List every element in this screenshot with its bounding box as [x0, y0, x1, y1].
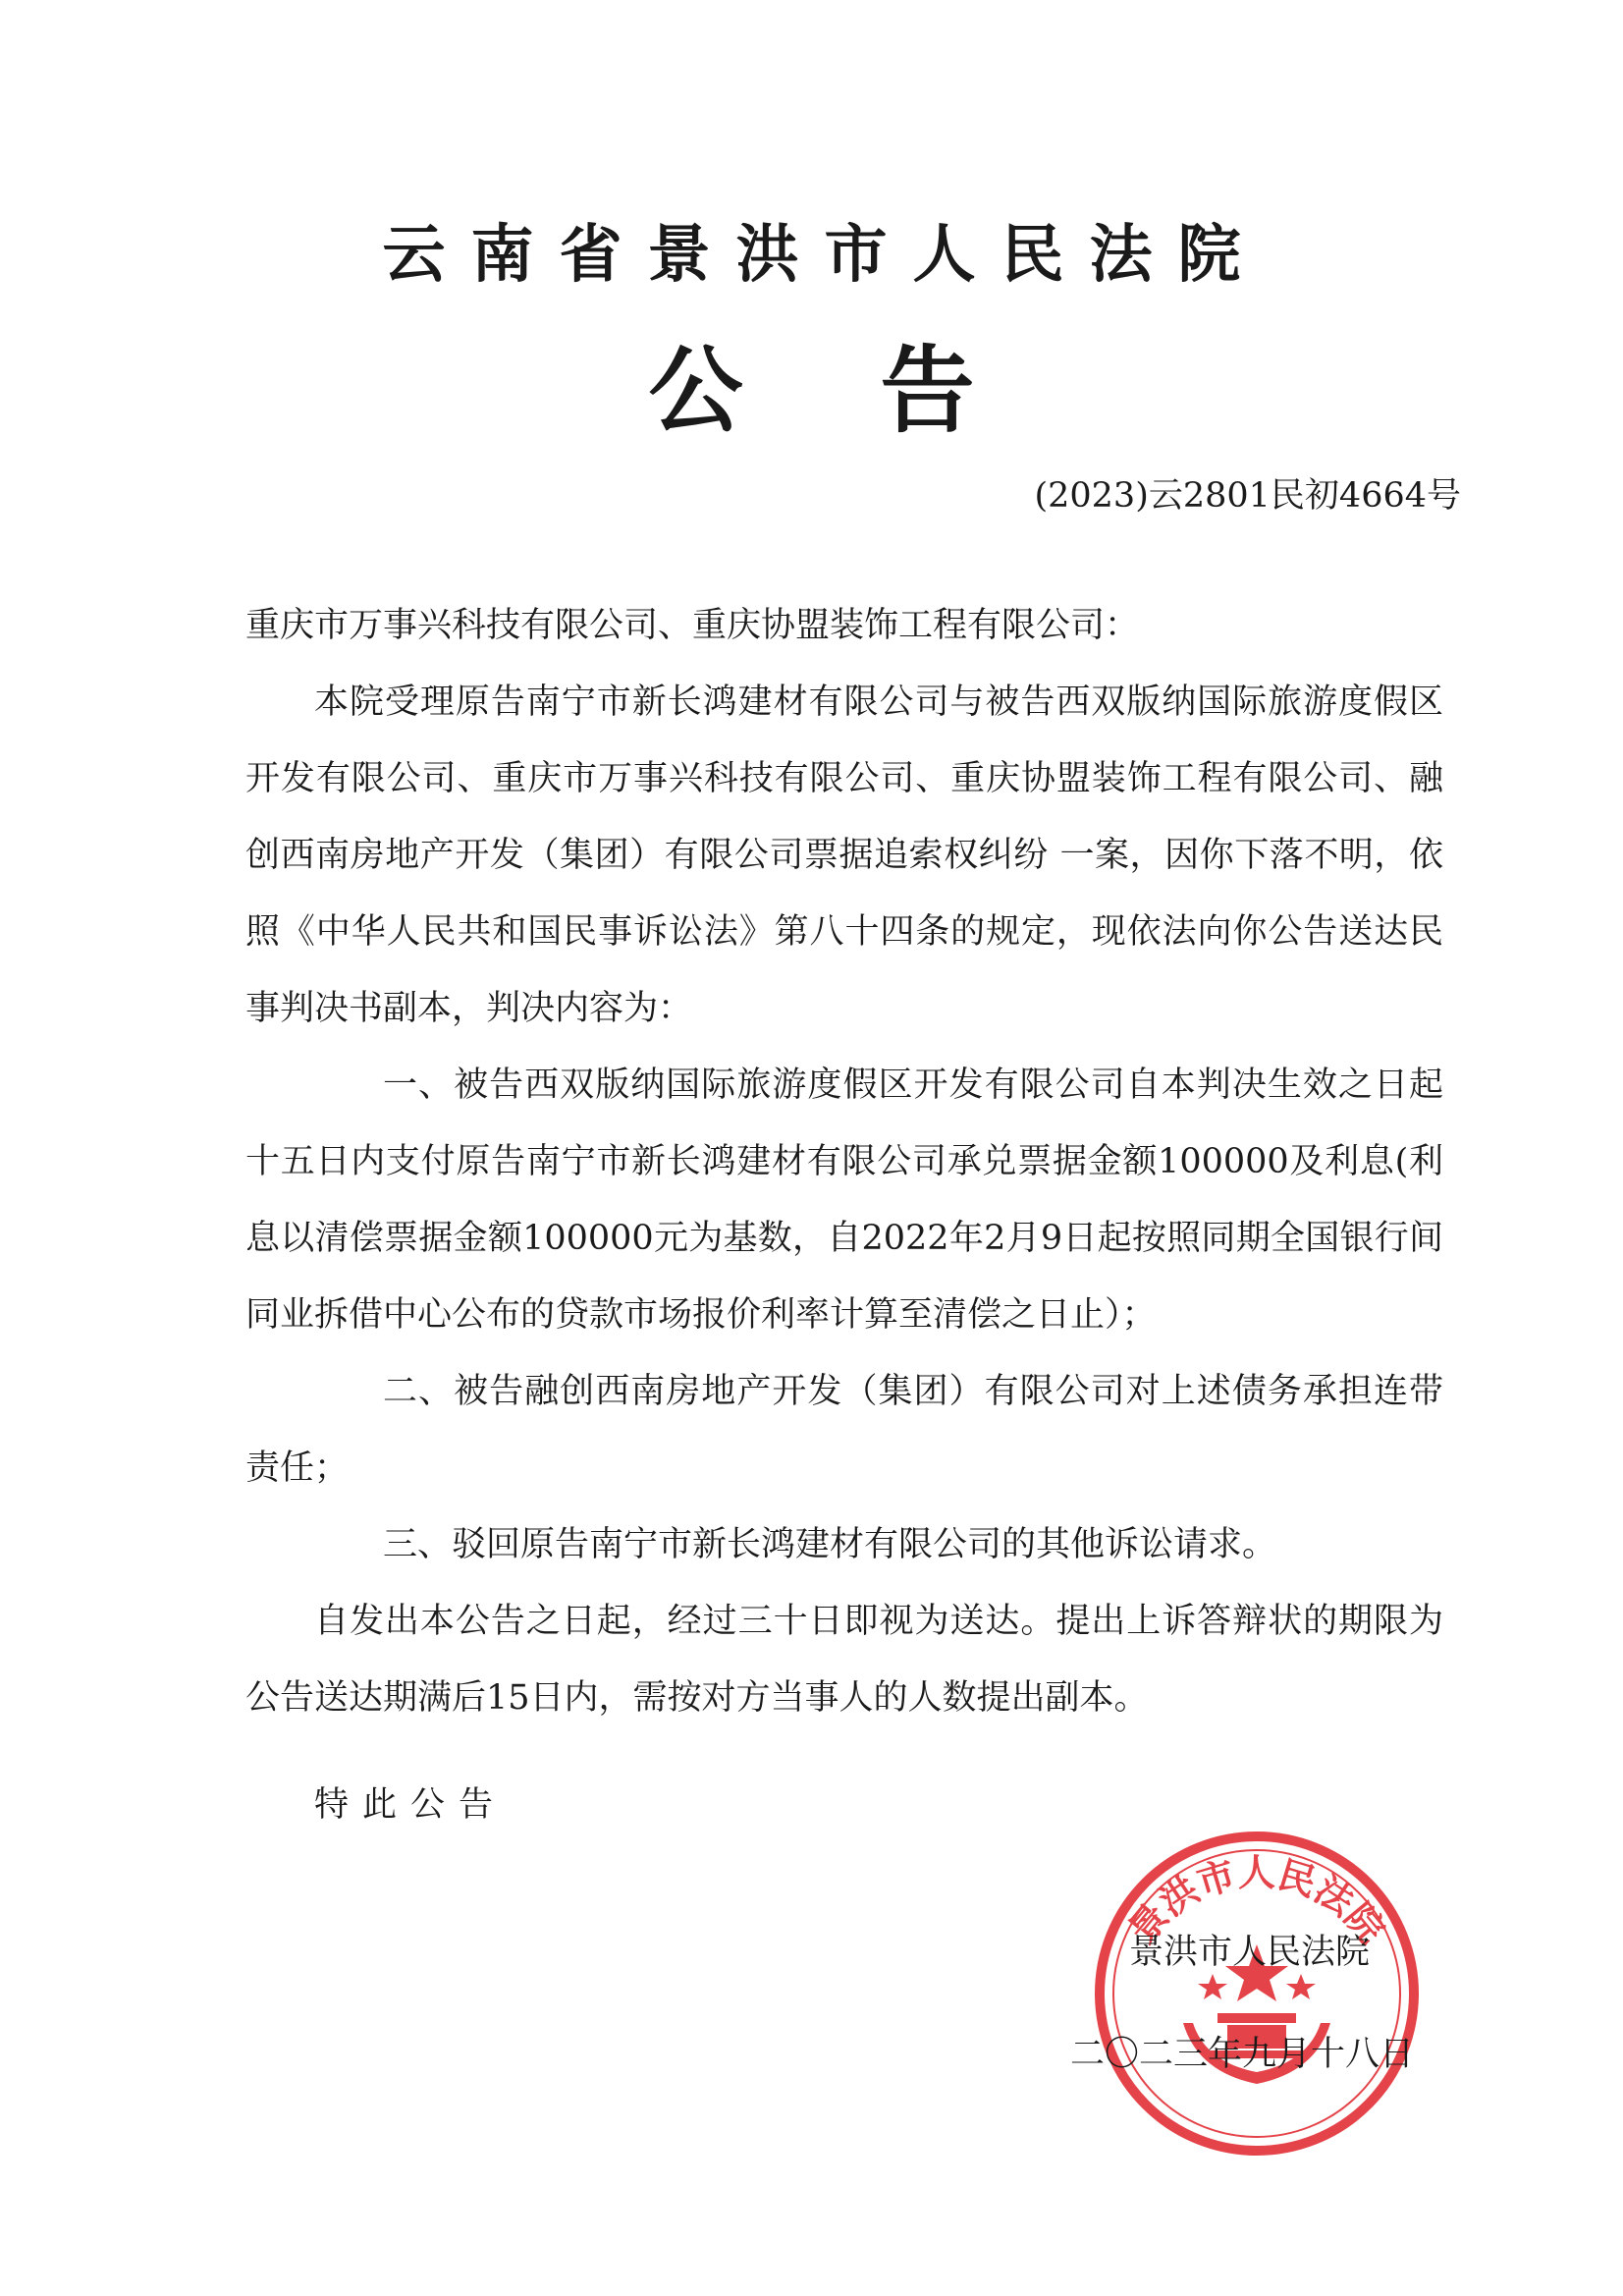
court-name-heading: 云南省景洪市人民法院	[382, 218, 1267, 292]
svg-text:景洪市人民法院: 景洪市人民法院	[1119, 1850, 1394, 1952]
closing-phrase: 特此公告	[314, 1785, 508, 1825]
addressee-line: 重庆市万事兴科技有限公司、重庆协盟装饰工程有限公司：	[245, 606, 1140, 645]
issue-date: 二〇二三年九月十八日	[1070, 2035, 1415, 2074]
case-number: (2023)云2801民初4664号	[1034, 476, 1461, 516]
signature-court-name: 景洪市人民法院	[1129, 1933, 1371, 1972]
judgment-item-1: 一、被告西双版纳国际旅游度假区开发有限公司自本判决生效之日起十五日内支付原告南宁市新长鸿建材有限公司承兑票据金额100000及利息(利息以清偿票据金额100000元为基数，自2022年2月9日起按照同期全国银行间同业拆借中心公布的贷款市场报价利率计算至清偿之日止）；	[245, 1066, 1443, 1335]
judgment-item-3: 三、驳回原告南宁市新长鸿建材有限公司的其他诉讼请求。	[383, 1525, 1277, 1564]
court-seal-icon	[1090, 1827, 1424, 2160]
notice-title: 公告	[648, 335, 1112, 446]
paragraph-case-summary: 本院受理原告南宁市新长鸿建材有限公司与被告西双版纳国际旅游度假区开发有限公司、重庆市万事兴科技有限公司、重庆协盟装饰工程有限公司、融创西南房地产开发（集团）有限公司票据追索权纠纷 一案，因你下落不明，依照《中华人民共和国民事诉讼法》第八十四条的规定，现依法向你公告送达民事判决书副本，判决内容为：	[245, 683, 1443, 1028]
paragraph-service-notice: 自发出本公告之日起，经过三十日即视为送达。提出上诉答辩状的期限为公告送达期满后15日内，需按对方当事人的人数提出副本。	[245, 1602, 1443, 1718]
judgment-item-2: 二、被告融创西南房地产开发（集团）有限公司对上述债务承担连带责任；	[245, 1372, 1443, 1488]
notice-body	[245, 587, 1443, 1736]
